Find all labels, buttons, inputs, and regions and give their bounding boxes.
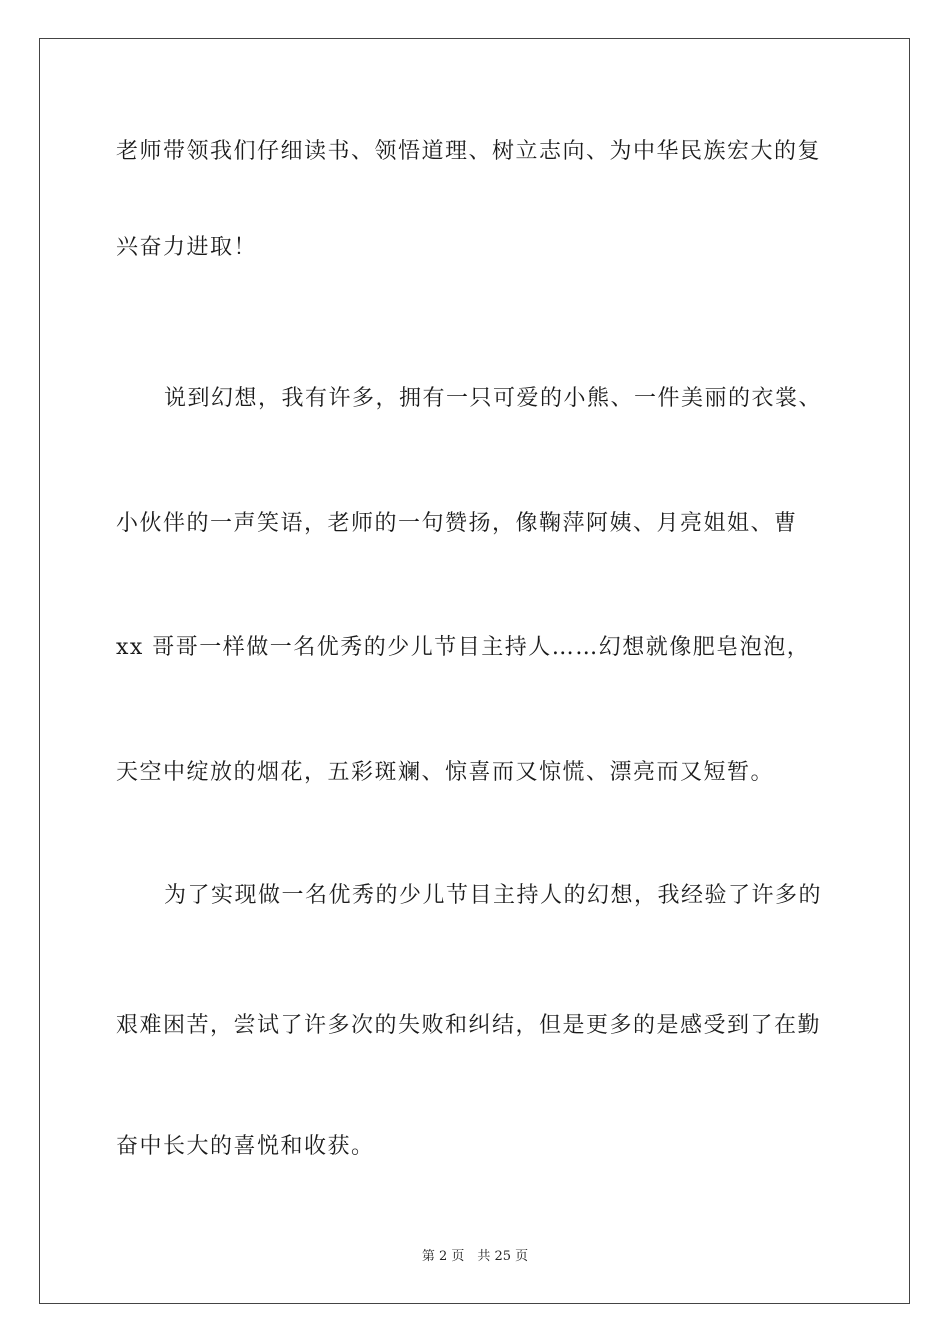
text-line-6: 天空中绽放的烟花，五彩斑斓、惊喜而又惊慌、漂亮而又短暂。: [116, 760, 775, 785]
text-line-5: xx 哥哥一样做一名优秀的少儿节目主持人……幻想就像肥皂泡泡，: [116, 635, 811, 660]
text-line-1: 老师带领我们仔细读书、领悟道理、树立志向、为中华民族宏大的复: [116, 139, 822, 164]
text-line-7: 为了实现做一名优秀的少儿节目主持人的幻想，我经验了许多的: [164, 883, 823, 908]
page-border: [39, 38, 910, 1304]
text-line-9: 奋中长大的喜悦和收获。: [116, 1134, 375, 1159]
text-line-4: 小伙伴的一声笑语，老师的一句赞扬，像鞠萍阿姨、月亮姐姐、曹: [116, 511, 798, 536]
text-line-8: 艰难困苦，尝试了许多次的失败和纠结，但是更多的是感受到了在勤: [116, 1013, 822, 1038]
text-line-3: 说到幻想，我有许多，拥有一只可爱的小熊、一件美丽的衣裳、: [164, 386, 823, 411]
page-number: 第 2 页 共 25 页: [421, 1249, 529, 1264]
text-line-2: 兴奋力进取！: [116, 235, 258, 260]
